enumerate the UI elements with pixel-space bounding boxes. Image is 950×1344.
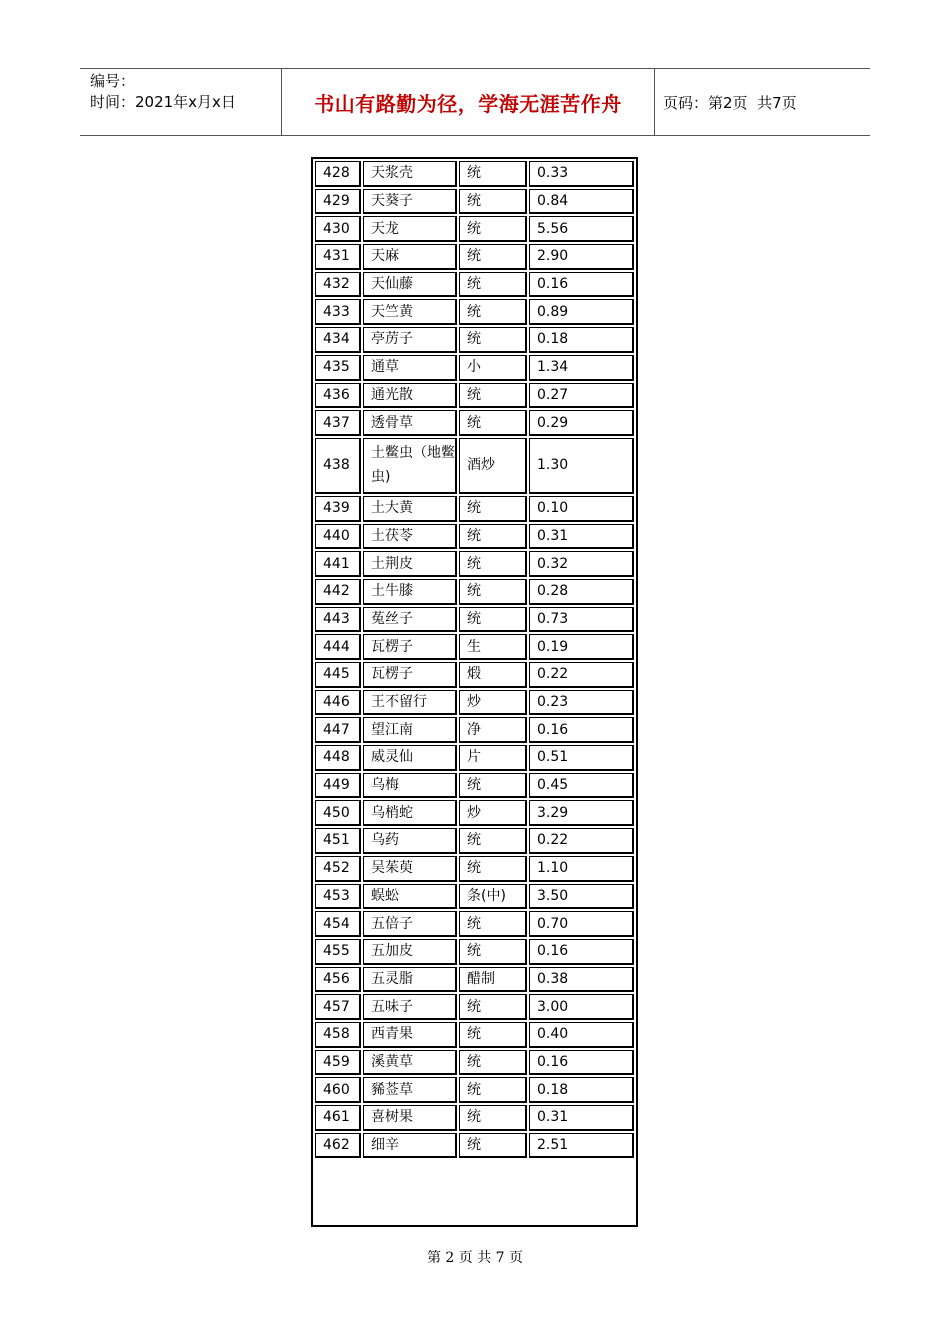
cell-value: 2.90 xyxy=(529,244,634,270)
cell-number: 451 xyxy=(315,828,361,854)
cell-name: 天竺黄 xyxy=(363,299,457,325)
cell-number: 455 xyxy=(315,939,361,965)
cell-name: 溪黄草 xyxy=(363,1050,457,1076)
cell-type: 统 xyxy=(459,299,527,325)
cell-number: 450 xyxy=(315,800,361,826)
cell-type: 炒 xyxy=(459,690,527,716)
table-row xyxy=(315,1133,634,1159)
table-row xyxy=(315,524,634,550)
cell-number: 446 xyxy=(315,690,361,716)
table-row xyxy=(315,244,634,270)
cell-name: 西青果 xyxy=(363,1022,457,1048)
cell-name: 土大黄 xyxy=(363,496,457,522)
cell-value: 0.19 xyxy=(529,634,634,660)
cell-name: 乌梅 xyxy=(363,773,457,799)
cell-name: 透骨草 xyxy=(363,410,457,436)
cell-name: 喜树果 xyxy=(363,1105,457,1131)
table-row xyxy=(315,607,634,633)
table-row xyxy=(315,1077,634,1103)
cell-number: 461 xyxy=(315,1105,361,1131)
cell-type: 统 xyxy=(459,383,527,409)
cell-name: 土茯苓 xyxy=(363,524,457,550)
cell-type: 统 xyxy=(459,161,527,187)
cell-type: 统 xyxy=(459,1050,527,1076)
cell-type: 统 xyxy=(459,189,527,215)
cell-number: 432 xyxy=(315,272,361,298)
table-row xyxy=(315,272,634,298)
cell-name: 通光散 xyxy=(363,383,457,409)
cell-value: 0.31 xyxy=(529,1105,634,1131)
table-row xyxy=(315,911,634,937)
cell-name: 天麻 xyxy=(363,244,457,270)
cell-number: 449 xyxy=(315,773,361,799)
table-row xyxy=(315,216,634,242)
table-row xyxy=(315,967,634,993)
cell-name: 天龙 xyxy=(363,216,457,242)
cell-number: 439 xyxy=(315,496,361,522)
page-label: 页码：第2页 共7页 xyxy=(663,93,797,112)
cell-name: 五加皮 xyxy=(363,939,457,965)
table-row xyxy=(315,662,634,688)
cell-number: 440 xyxy=(315,524,361,550)
cell-type: 统 xyxy=(459,1133,527,1159)
cell-number: 456 xyxy=(315,967,361,993)
cell-type: 统 xyxy=(459,410,527,436)
table-row xyxy=(315,884,634,910)
page-header xyxy=(80,68,870,136)
cell-type: 净 xyxy=(459,717,527,743)
cell-type: 统 xyxy=(459,1022,527,1048)
cell-value: 0.32 xyxy=(529,551,634,577)
cell-value: 0.29 xyxy=(529,410,634,436)
cell-type: 片 xyxy=(459,745,527,771)
table-row xyxy=(315,939,634,965)
table-row xyxy=(315,994,634,1020)
cell-name: 五灵脂 xyxy=(363,967,457,993)
cell-name: 威灵仙 xyxy=(363,745,457,771)
cell-number: 430 xyxy=(315,216,361,242)
cell-type: 统 xyxy=(459,773,527,799)
cell-name: 天浆壳 xyxy=(363,161,457,187)
cell-number: 458 xyxy=(315,1022,361,1048)
cell-name: 通草 xyxy=(363,355,457,381)
table-row xyxy=(315,327,634,353)
cell-type: 统 xyxy=(459,551,527,577)
cell-name: 瓦楞子 xyxy=(363,634,457,660)
cell-name: 五倍子 xyxy=(363,911,457,937)
table-row xyxy=(315,745,634,771)
cell-type: 统 xyxy=(459,524,527,550)
table-row xyxy=(315,773,634,799)
cell-number: 435 xyxy=(315,355,361,381)
cell-type: 醋制 xyxy=(459,967,527,993)
cell-number: 460 xyxy=(315,1077,361,1103)
cell-number: 438 xyxy=(315,438,361,494)
cell-number: 459 xyxy=(315,1050,361,1076)
cell-value: 1.34 xyxy=(529,355,634,381)
cell-number: 442 xyxy=(315,579,361,605)
cell-number: 454 xyxy=(315,911,361,937)
table-row xyxy=(315,717,634,743)
table-row xyxy=(315,828,634,854)
cell-value: 0.70 xyxy=(529,911,634,937)
table-row xyxy=(315,189,634,215)
table-row xyxy=(315,383,634,409)
cell-value: 5.56 xyxy=(529,216,634,242)
cell-value: 0.27 xyxy=(529,383,634,409)
cell-type: 酒炒 xyxy=(459,438,527,494)
cell-name: 豨莶草 xyxy=(363,1077,457,1103)
cell-number: 434 xyxy=(315,327,361,353)
cell-value: 0.84 xyxy=(529,189,634,215)
cell-number: 436 xyxy=(315,383,361,409)
time-label: 时间：2021年x月x日 xyxy=(90,93,236,111)
cell-name: 蜈蚣 xyxy=(363,884,457,910)
cell-name: 天葵子 xyxy=(363,189,457,215)
cell-name: 瓦楞子 xyxy=(363,662,457,688)
cell-number: 431 xyxy=(315,244,361,270)
cell-name: 乌药 xyxy=(363,828,457,854)
footer-page-text: 第 2 页 共 7 页 xyxy=(426,1250,524,1266)
table-row xyxy=(315,355,634,381)
cell-value: 0.89 xyxy=(529,299,634,325)
number-label: 编号： xyxy=(90,72,136,90)
table-row xyxy=(315,1022,634,1048)
cell-name: 亭苈子 xyxy=(363,327,457,353)
cell-value: 0.10 xyxy=(529,496,634,522)
table-row xyxy=(315,410,634,436)
cell-type: 统 xyxy=(459,828,527,854)
cell-number: 443 xyxy=(315,607,361,633)
cell-type: 统 xyxy=(459,1105,527,1131)
cell-name: 五味子 xyxy=(363,994,457,1020)
cell-value: 0.22 xyxy=(529,662,634,688)
cell-value: 0.73 xyxy=(529,607,634,633)
cell-value: 0.40 xyxy=(529,1022,634,1048)
cell-type: 统 xyxy=(459,496,527,522)
cell-type: 统 xyxy=(459,272,527,298)
cell-type: 炒 xyxy=(459,800,527,826)
cell-type: 统 xyxy=(459,939,527,965)
cell-type: 生 xyxy=(459,634,527,660)
table-row xyxy=(315,161,634,187)
cell-value: 0.33 xyxy=(529,161,634,187)
cell-number: 429 xyxy=(315,189,361,215)
header-meta xyxy=(80,69,282,135)
cell-value: 3.50 xyxy=(529,884,634,910)
cell-type: 统 xyxy=(459,327,527,353)
cell-type: 小 xyxy=(459,355,527,381)
table-body xyxy=(315,161,634,1158)
cell-number: 452 xyxy=(315,856,361,882)
cell-value: 0.16 xyxy=(529,272,634,298)
table-row xyxy=(315,1105,634,1131)
cell-number: 462 xyxy=(315,1133,361,1159)
cell-type: 统 xyxy=(459,579,527,605)
cell-type: 统 xyxy=(459,994,527,1020)
table-row xyxy=(315,856,634,882)
cell-number: 437 xyxy=(315,410,361,436)
cell-type: 统 xyxy=(459,607,527,633)
cell-number: 444 xyxy=(315,634,361,660)
cell-type: 煅 xyxy=(459,662,527,688)
cell-value: 1.10 xyxy=(529,856,634,882)
cell-type: 统 xyxy=(459,856,527,882)
cell-type: 条(中) xyxy=(459,884,527,910)
cell-value: 0.22 xyxy=(529,828,634,854)
cell-value: 0.28 xyxy=(529,579,634,605)
cell-name: 乌梢蛇 xyxy=(363,800,457,826)
header-motto: 书山有路勤为径，学海无涯苦作舟 xyxy=(282,69,655,135)
cell-number: 428 xyxy=(315,161,361,187)
cell-type: 统 xyxy=(459,911,527,937)
cell-type: 统 xyxy=(459,244,527,270)
cell-name: 望江南 xyxy=(363,717,457,743)
cell-name: 吴茱萸 xyxy=(363,856,457,882)
cell-name: 天仙藤 xyxy=(363,272,457,298)
table-row xyxy=(315,551,634,577)
cell-name: 土荆皮 xyxy=(363,551,457,577)
cell-value: 3.29 xyxy=(529,800,634,826)
herb-price-table xyxy=(311,157,638,1227)
cell-value: 0.18 xyxy=(529,327,634,353)
table-row xyxy=(315,634,634,660)
cell-type: 统 xyxy=(459,216,527,242)
cell-number: 433 xyxy=(315,299,361,325)
cell-value: 2.51 xyxy=(529,1133,634,1159)
cell-value: 0.51 xyxy=(529,745,634,771)
table-row xyxy=(315,1050,634,1076)
table-row xyxy=(315,800,634,826)
table-row xyxy=(315,438,634,494)
cell-name: 土牛膝 xyxy=(363,579,457,605)
table-row xyxy=(315,579,634,605)
table-row xyxy=(315,496,634,522)
cell-number: 448 xyxy=(315,745,361,771)
page-footer xyxy=(0,1247,950,1267)
cell-value: 0.38 xyxy=(529,967,634,993)
cell-name: 土鳖虫（地鳖虫) xyxy=(363,438,457,494)
cell-value: 0.18 xyxy=(529,1077,634,1103)
cell-value: 0.16 xyxy=(529,1050,634,1076)
cell-number: 457 xyxy=(315,994,361,1020)
cell-value: 0.31 xyxy=(529,524,634,550)
cell-number: 447 xyxy=(315,717,361,743)
cell-value: 0.45 xyxy=(529,773,634,799)
cell-name: 王不留行 xyxy=(363,690,457,716)
cell-name: 细辛 xyxy=(363,1133,457,1159)
cell-number: 453 xyxy=(315,884,361,910)
cell-number: 445 xyxy=(315,662,361,688)
cell-type: 统 xyxy=(459,1077,527,1103)
table-row xyxy=(315,690,634,716)
table-row xyxy=(315,299,634,325)
cell-value: 3.00 xyxy=(529,994,634,1020)
cell-value: 0.16 xyxy=(529,717,634,743)
cell-value: 1.30 xyxy=(529,438,634,494)
cell-name: 菟丝子 xyxy=(363,607,457,633)
cell-number: 441 xyxy=(315,551,361,577)
cell-value: 0.23 xyxy=(529,690,634,716)
header-page-info xyxy=(655,69,870,135)
cell-value: 0.16 xyxy=(529,939,634,965)
